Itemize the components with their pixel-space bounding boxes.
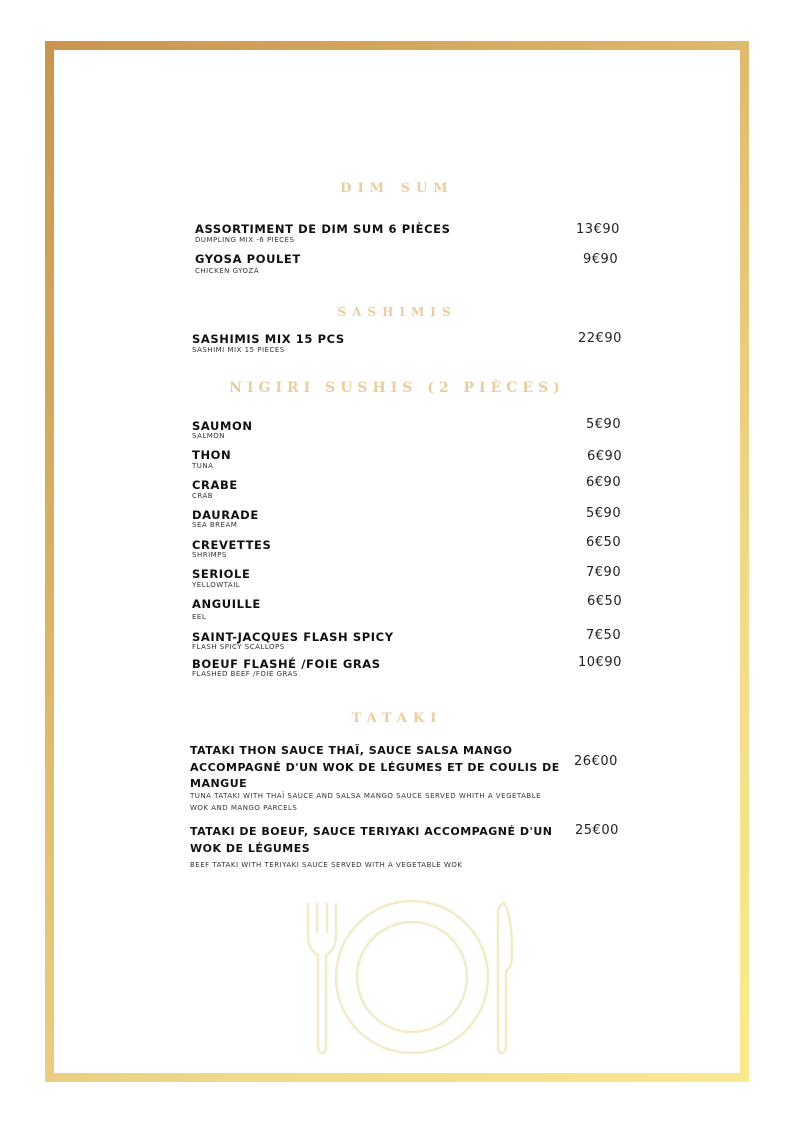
item-description: SALMON: [192, 432, 226, 440]
item-name: ANGUILLE: [192, 597, 261, 611]
item-price: 5€90: [586, 417, 622, 432]
item-name: CRABE: [192, 478, 238, 492]
item-name: ASSORTIMENT DE DIM SUM 6 PIÈCES: [195, 222, 451, 236]
item-price: 6€50: [586, 535, 622, 550]
item-description: BEEF TATAKI WITH TERIYAKI SAUCE SERVED WITH A VEGETABLE WOK: [190, 861, 463, 869]
item-price: 26€00: [574, 754, 618, 769]
item-description: TUNA TATAKI WITH THAÏ SAUCE AND SALSA MANGO SAUCE SERVED WHITH A VEGETABLE WOK AND MANGO PARCELS: [190, 792, 542, 812]
item-price: 22€90: [578, 331, 622, 346]
item-name: TATAKI THON SAUCE THAÏ, SAUCE SALSA MANGO ACCOMPAGNÉ D'UN WOK DE LÉGUMES ET DE COULIS DE MANGUE: [190, 744, 560, 790]
item-price: 9€90: [583, 252, 619, 267]
section-title-dim-sum: DIM SUM: [340, 181, 454, 196]
item-price: 13€90: [576, 222, 620, 237]
item-name: DAURADE: [192, 508, 259, 522]
item-name: SAINT-JACQUES FLASH SPICY: [192, 630, 394, 644]
item-description: SEA BREAM: [192, 521, 238, 529]
item-price: 5€90: [586, 506, 622, 521]
item-description: SHRIMPS: [192, 551, 227, 559]
item-name: GYOSA POULET: [195, 252, 301, 266]
section-title-tataki: TATAKI: [351, 711, 443, 726]
item-description: YELLOWTAIL: [192, 581, 241, 589]
item-description: DUMPLING MIX -6 PIECES: [195, 236, 295, 244]
item-description: FLASHED BEEF /FOIE GRAS: [192, 670, 298, 678]
item-description: CHICKEN GYOZA: [195, 267, 260, 275]
item-price: 10€90: [578, 655, 622, 670]
item-price: 6€90: [587, 449, 623, 464]
item-price: 7€50: [586, 628, 622, 643]
item-description: FLASH SPICY SCALLOPS: [192, 643, 285, 651]
section-title-nigiri: NIGIRI SUSHIS (2 PIÈCES): [229, 380, 565, 396]
item-price: 25€00: [575, 823, 619, 838]
item-price: 6€50: [587, 594, 623, 609]
item-description: SASHIMI MIX 15 PIECES: [192, 346, 285, 354]
item-name: BOEUF FLASHÉ /FOIE GRAS: [192, 657, 381, 671]
item-name: SERIOLE: [192, 567, 251, 581]
item-name: SAUMON: [192, 419, 253, 433]
item-name: CREVETTES: [192, 538, 272, 552]
item-name: THON: [192, 448, 232, 462]
item-description: CRAB: [192, 492, 214, 500]
item-name: TATAKI DE BOEUF, SAUCE TERIYAKI ACCOMPAGNÉ D'UN WOK DE LÉGUMES: [190, 825, 553, 855]
item-description: TUNA: [192, 462, 214, 470]
item-price: 6€90: [586, 475, 622, 490]
fork-plate-knife-icon: [300, 895, 520, 1060]
item-price: 7€90: [586, 565, 622, 580]
item-description: EEL: [192, 613, 207, 621]
section-title-sashimis: SASHIMIS: [337, 305, 457, 319]
item-name: SASHIMIS MIX 15 PCS: [192, 332, 345, 346]
